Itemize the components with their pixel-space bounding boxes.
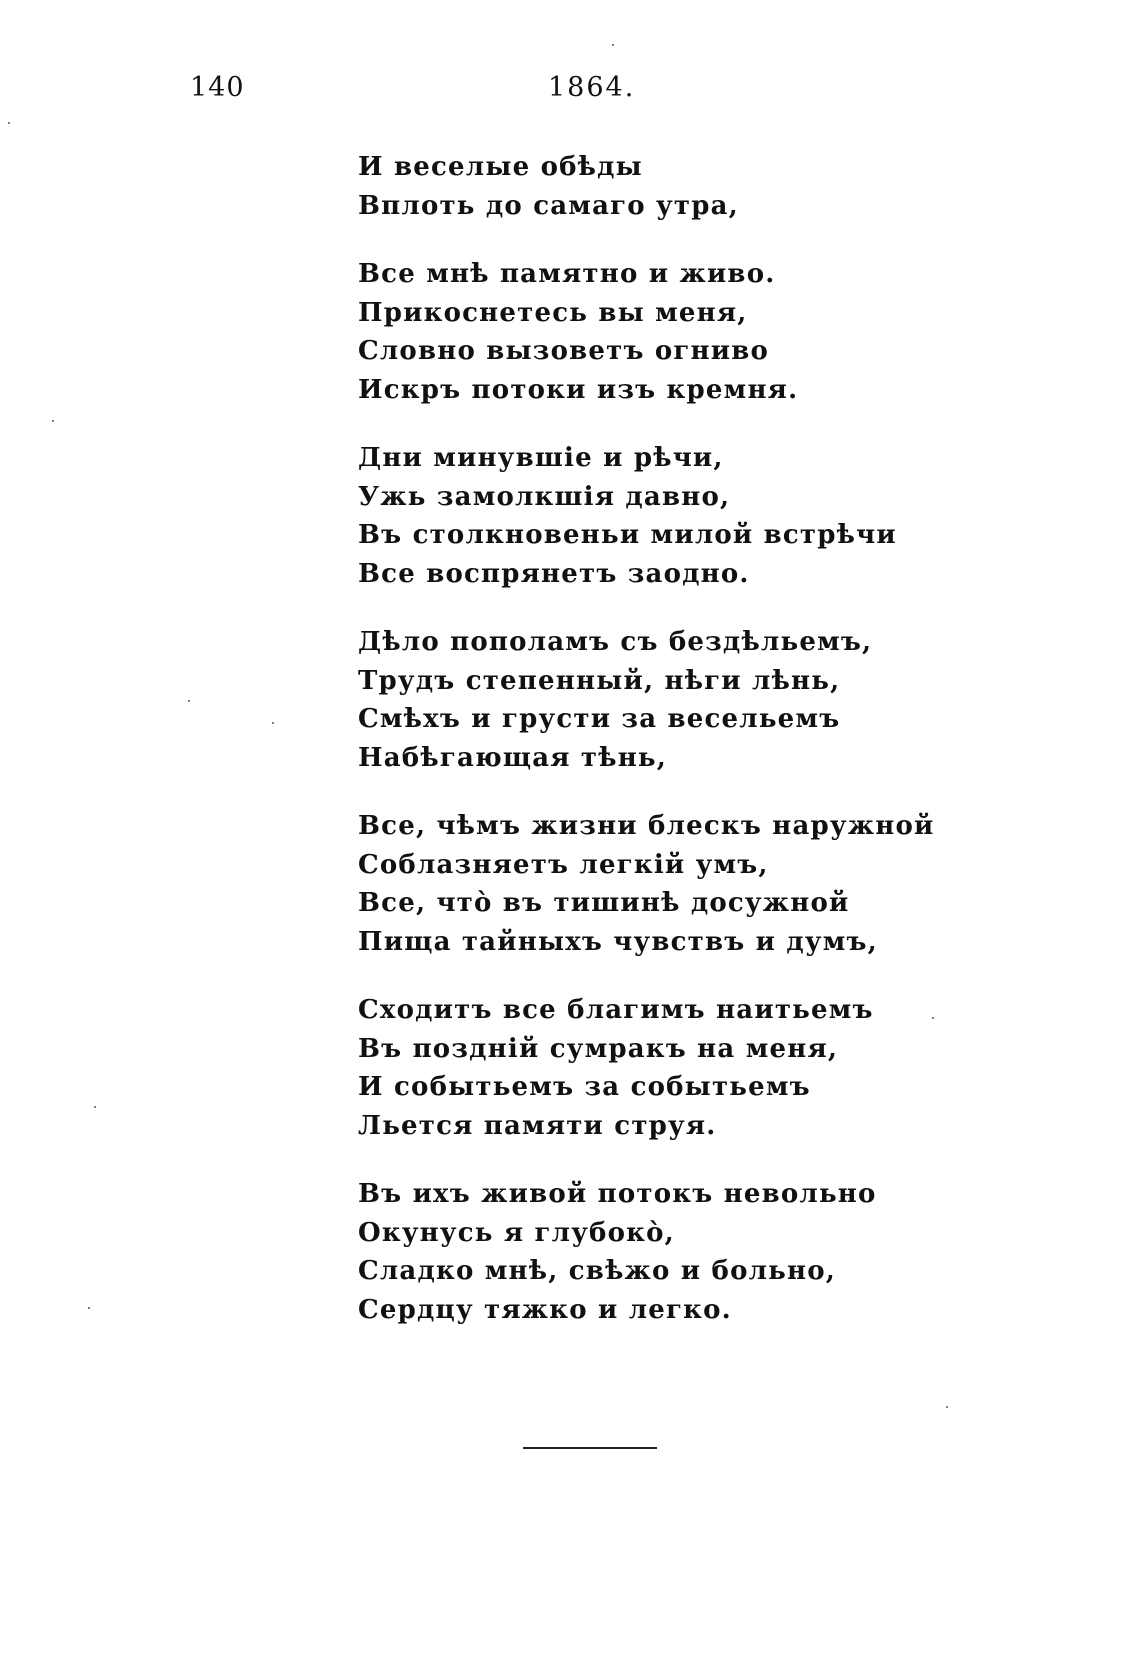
scan-speck [932, 1017, 934, 1019]
running-head-year: 1864. [548, 72, 636, 103]
poem-line: Сходитъ все благимъ наитьемъ [358, 995, 874, 1025]
stanza-3 [358, 439, 918, 593]
scan-speck [8, 122, 10, 124]
poem-line: Сладко мнѣ, свѣжо и больно, [358, 1256, 837, 1286]
poem-line: Трудъ степенный, нѣги лѣнь, [358, 665, 841, 696]
scan-speck [188, 700, 190, 702]
scan-speck [272, 722, 274, 724]
poem-line: Въ поздній сумракъ на меня, [358, 1033, 839, 1064]
stanza-2 [358, 255, 918, 409]
scan-speck [612, 44, 614, 46]
scan-speck [88, 1307, 90, 1309]
poem-line: Все воспрянетъ заодно. [358, 558, 750, 589]
poem-line: Въ ихъ живой потокъ невольно [358, 1179, 877, 1209]
stanza-5 [358, 807, 935, 961]
poem-line: Окунусь я глубоко̀, [358, 1217, 675, 1248]
poem-line: Соблазняетъ легкій умъ, [358, 849, 769, 880]
poem-line: Прикоснетесь вы меня, [358, 297, 748, 328]
poem-line: Дни минувшіе и рѣчи, [358, 443, 724, 473]
poem-line: И событьемъ за событьемъ [358, 1072, 811, 1102]
poem-line: Все, что̀ въ тишинѣ досужной [358, 888, 850, 918]
poem-line: Словно вызоветъ огниво [358, 336, 770, 366]
poem-line: Смѣхъ и грусти за весельемъ [358, 704, 841, 734]
poem-line: Вплоть до самаго утра, [358, 190, 739, 221]
poem-line: Въ столкновеньи милой встрѣчи [358, 520, 897, 550]
scan-speck [52, 420, 54, 422]
stanza-4 [358, 623, 918, 777]
poem-line: Все, чѣмъ жизни блескъ наружной [358, 811, 935, 841]
poem-line: Искръ потоки изъ кремня. [358, 374, 799, 405]
stanza-6 [358, 991, 918, 1145]
poem-line: Все мнѣ памятно и живо. [358, 259, 776, 289]
poem [358, 148, 935, 1359]
scan-speck [946, 1406, 948, 1408]
stanza-7 [358, 1175, 918, 1329]
poem-line: Сердцу тяжко и легко. [358, 1294, 732, 1325]
page-number: 140 [190, 72, 245, 103]
poem-line: Льется памяти струя. [358, 1110, 717, 1141]
scan-speck [94, 1106, 96, 1108]
poem-line: Дѣло пополамъ съ бездѣльемъ, [358, 627, 873, 657]
stanza-1 [358, 148, 918, 225]
poem-line: Пища тайныхъ чувствъ и думъ, [358, 926, 878, 957]
poem-line: И веселые обѣды [358, 152, 643, 182]
poem-line: Набѣгающая тѣнь, [358, 742, 668, 773]
poem-line: Ужь замолкшія давно, [358, 481, 731, 512]
end-rule-divider [523, 1447, 657, 1449]
